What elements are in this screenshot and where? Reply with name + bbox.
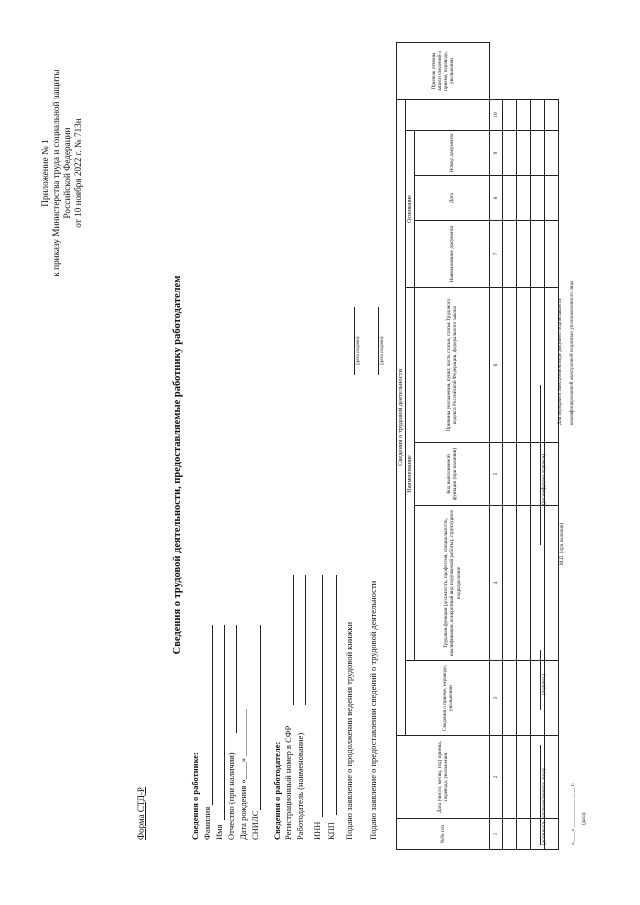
table-cell[interactable]: [503, 131, 517, 176]
position-line[interactable]: [540, 745, 541, 845]
appendix-block: [40, 68, 84, 278]
signature-caption: (подпись): [542, 674, 547, 695]
table-cell[interactable]: [517, 176, 531, 221]
name-line[interactable]: [224, 625, 225, 820]
provide-info-application: Подано заявление о предоставлении сведений о трудовой деятельности: [368, 580, 378, 840]
table-cell[interactable]: [503, 506, 517, 661]
continue-book-date-caption: (дата подачи): [356, 336, 361, 365]
table-cell[interactable]: [503, 661, 517, 736]
col-code-header: Код выполняемой функции (при наличии): [415, 443, 490, 506]
table-cell[interactable]: [517, 288, 531, 443]
table-cell[interactable]: [545, 288, 559, 443]
table-cell[interactable]: [545, 131, 559, 176]
table-cell[interactable]: [503, 100, 517, 131]
form-label: Форма СТД-Р: [136, 787, 146, 840]
table-cell[interactable]: [503, 221, 517, 288]
stamp-note: М.П. (при наличии): [560, 522, 565, 565]
surname-line[interactable]: [212, 625, 213, 805]
table-cell[interactable]: [531, 288, 545, 443]
column-number: 5: [490, 443, 503, 506]
column-number: 3: [490, 661, 503, 736]
column-number: 7: [490, 221, 503, 288]
column-number: 2: [490, 736, 503, 819]
table-cell[interactable]: [531, 176, 545, 221]
labor-activity-table: [396, 42, 559, 850]
col-function-header: Трудовая функция (должность, профессия, специальность, квалификация, конкретный вид поручаемой работы), структурное подразделение: [415, 506, 490, 661]
name-group-header: Наименование: [406, 288, 415, 661]
employer-name-line[interactable]: [305, 575, 306, 705]
kpp-label: КПП: [326, 822, 336, 840]
employer-name-label: Работодатель (наименование): [295, 732, 305, 840]
column-number: 6: [490, 288, 503, 443]
table-cell[interactable]: [545, 100, 559, 131]
column-number: 9: [490, 131, 503, 176]
column-number: 1: [490, 819, 503, 850]
table-cell[interactable]: [517, 506, 531, 661]
col-doc-number-header: Номер документа: [415, 131, 490, 176]
table-cell[interactable]: [503, 736, 517, 819]
birth-date-label: Дата рождения «____» ___________: [238, 709, 248, 840]
decryption-caption: (расшифровка подписи): [542, 453, 547, 505]
document-title: Сведения о трудовой деятельности, предоставляемые работнику работодателем: [172, 275, 183, 655]
table-row: [545, 43, 559, 850]
col-num-header: №№ п/п: [397, 819, 490, 850]
position-caption: (должность уполномоченного лица): [542, 768, 547, 845]
employer-heading: Сведения о работодателе:: [272, 741, 282, 840]
patronymic-label: Отчество (при наличии): [226, 752, 236, 840]
continue-book-date-line[interactable]: [354, 307, 355, 375]
col-doc-date-header: Дата: [415, 176, 490, 221]
electronic-caption: квалифицированной электронной подписью уполномоченного лица: [570, 280, 575, 425]
col-event-header: Сведения о приеме, переводе, увольнении: [406, 661, 490, 736]
table-cell[interactable]: [531, 100, 545, 131]
footer-date-line[interactable]: «____» __________ ____ г.: [570, 782, 576, 845]
table-cell[interactable]: [545, 506, 559, 661]
electronic-note: Для передачи в электронном виде документ подписывается: [558, 298, 563, 425]
appendix-line-2: к приказу Министерства труда и социальной защиты: [51, 69, 61, 277]
inn-line[interactable]: [322, 575, 323, 817]
table-cell[interactable]: [517, 661, 531, 736]
surname-label: Фамилия: [202, 806, 212, 840]
table-cell[interactable]: [531, 506, 545, 661]
column-number: 10: [490, 100, 503, 131]
table-cell[interactable]: [531, 131, 545, 176]
kpp-line[interactable]: [336, 575, 337, 815]
table-cell[interactable]: [517, 819, 531, 850]
signature-line[interactable]: [540, 650, 541, 710]
table-cell[interactable]: [545, 176, 559, 221]
table-cell[interactable]: [517, 131, 531, 176]
provide-info-date-caption: (дата подачи): [380, 336, 385, 365]
basis-group-header: Основание: [406, 131, 415, 288]
table-cell[interactable]: [517, 443, 531, 506]
table-row: [517, 43, 531, 850]
inn-label: ИНН: [312, 821, 322, 840]
table-cell[interactable]: [517, 221, 531, 288]
reg-number-label: Регистрационный номер в СФР: [283, 725, 293, 840]
column-number: 8: [490, 176, 503, 221]
table-cell[interactable]: [503, 443, 517, 506]
decryption-line[interactable]: [540, 385, 541, 545]
col-date-header: Дата (число, месяц, год) приема, перевода, увольнения: [397, 736, 490, 819]
table-cell[interactable]: [517, 736, 531, 819]
appendix-line-4: от 10 ноября 2022 г. № 713н: [73, 118, 83, 228]
table-cell[interactable]: [503, 288, 517, 443]
worker-heading: Сведения о работнике:: [190, 752, 200, 840]
table-cell[interactable]: [503, 176, 517, 221]
column-number: 4: [490, 506, 503, 661]
table-cell[interactable]: [545, 221, 559, 288]
table-cell[interactable]: [531, 661, 545, 736]
activity-group-header: Сведения о трудовой деятельности: [397, 100, 406, 736]
name-label: Имя: [214, 824, 224, 840]
reg-number-line[interactable]: [293, 575, 294, 705]
table-cell[interactable]: [531, 221, 545, 288]
appendix-line-1: Приложение № 1: [40, 139, 50, 207]
appendix-line-3: Российской Федерации: [62, 127, 72, 219]
footer-date-caption: (дата): [582, 812, 587, 825]
table-cell[interactable]: [545, 736, 559, 819]
snils-label: СНИЛС: [250, 810, 260, 840]
table-row: [503, 43, 517, 850]
table-row: [531, 43, 545, 850]
col-cancel-header: Признак отмены записи сведений о приеме, переводе, увольнении: [397, 43, 490, 100]
table-cell[interactable]: [545, 819, 559, 850]
table-cell[interactable]: [545, 443, 559, 506]
table-cell[interactable]: [517, 100, 531, 131]
col-reason-header: Причины увольнения, пункт, часть статьи, статья Трудового кодекса Российской Федерации, федерального закона: [415, 288, 490, 443]
provide-info-date-line[interactable]: [378, 307, 379, 375]
col-doc-name-header: Наименование документа: [415, 221, 490, 288]
table-cell[interactable]: [503, 819, 517, 850]
table-cell[interactable]: [545, 661, 559, 736]
patronymic-line[interactable]: [236, 625, 237, 733]
continue-book-application: Подано заявление о продолжении ведения трудовой книжки: [344, 621, 354, 840]
snils-line[interactable]: [260, 625, 261, 810]
